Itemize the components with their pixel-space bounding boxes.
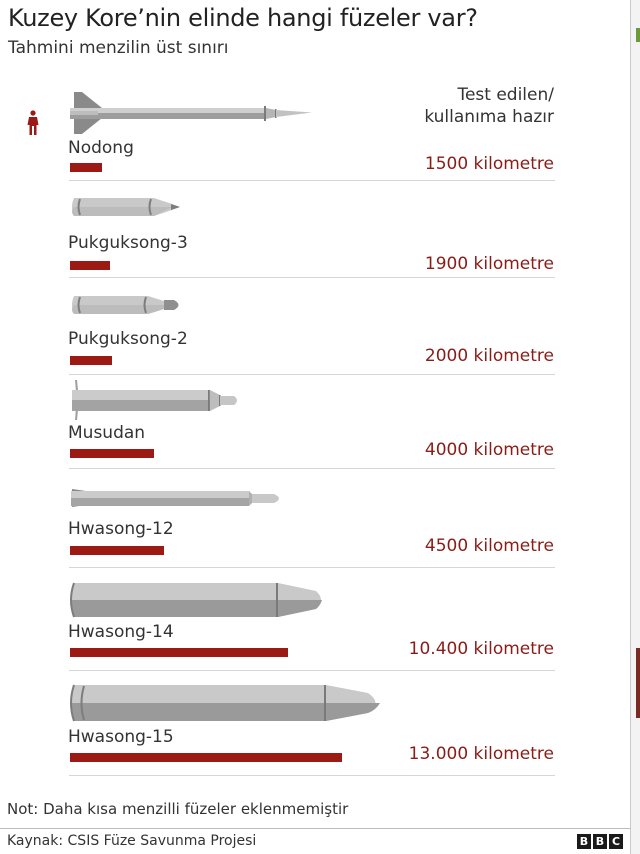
range-label: 4000 kilometre — [424, 440, 554, 460]
person-icon — [26, 110, 40, 136]
chart-subtitle: Tahmini menzilin üst sınırı — [8, 38, 229, 58]
chart-title: Kuzey Kore’nin elinde hangi füzeler var? — [8, 4, 478, 32]
row-divider — [69, 374, 555, 375]
row-divider — [69, 468, 555, 469]
range-label: 10.400 kilometre — [408, 639, 554, 659]
legend-line-1: Test edilen/ — [457, 85, 554, 105]
hwasong-12-missile-icon — [68, 485, 288, 511]
missile-name: Musudan — [68, 423, 146, 443]
range-bar — [70, 261, 110, 270]
hwasong-14-missile-icon — [68, 581, 338, 623]
legend — [424, 84, 554, 128]
pukguksong-3-missile-icon — [68, 196, 188, 222]
missile-name: Hwasong-14 — [68, 622, 174, 642]
range-bar — [70, 356, 112, 365]
row-divider — [69, 180, 555, 181]
missile-name: Nodong — [68, 138, 134, 158]
footer-divider — [0, 828, 630, 829]
row-divider — [69, 670, 555, 671]
row-divider — [69, 775, 555, 776]
musudan-missile-icon — [68, 378, 248, 422]
chart-note: Not: Daha kısa menzilli füzeler eklenmemiştir — [7, 800, 349, 818]
background-edge-accent — [636, 28, 640, 42]
missile-name: Pukguksong-2 — [68, 329, 188, 349]
bbc-logo-letter: B — [577, 834, 591, 849]
range-label: 1500 kilometre — [424, 154, 554, 174]
range-bar — [70, 546, 164, 555]
nodong-missile-icon — [68, 90, 318, 136]
range-bar — [70, 449, 154, 458]
source-text: Kaynak: CSIS Füze Savunma Projesi — [7, 833, 257, 849]
legend-line-2: kullanıma hazır — [424, 107, 554, 127]
bbc-logo-letter: C — [609, 834, 623, 849]
row-divider — [69, 277, 555, 278]
background-page-edge — [630, 0, 640, 854]
row-divider — [69, 567, 555, 568]
range-label: 13.000 kilometre — [408, 744, 554, 764]
range-bar — [70, 753, 342, 762]
hwasong-15-missile-icon — [68, 683, 398, 727]
missile-name: Hwasong-12 — [68, 519, 174, 539]
missile-name: Pukguksong-3 — [68, 233, 188, 253]
background-edge-accent — [636, 648, 640, 718]
range-label: 2000 kilometre — [424, 346, 554, 366]
range-bar — [70, 163, 102, 172]
range-label: 4500 kilometre — [424, 536, 554, 556]
range-bar — [70, 648, 288, 657]
bbc-logo — [577, 834, 623, 849]
bbc-logo-letter: B — [593, 834, 607, 849]
pukguksong-2-missile-icon — [68, 294, 188, 318]
missile-name: Hwasong-15 — [68, 727, 174, 747]
range-label: 1900 kilometre — [424, 254, 554, 274]
